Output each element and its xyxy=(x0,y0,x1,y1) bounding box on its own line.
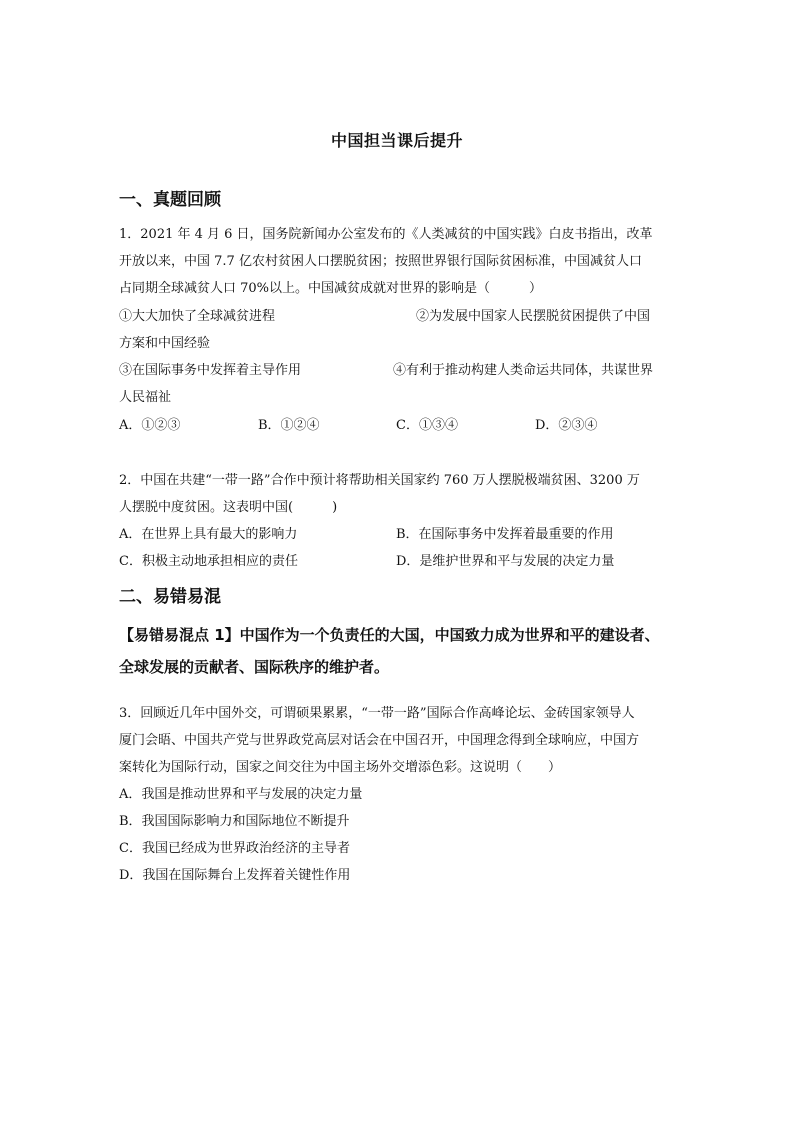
key-point-line-1: 【易错易混点 1】中国作为一个负责任的大国，中国致力成为世界和平的建设者、 xyxy=(119,626,660,644)
section-heading-review: 一、真题回顾 xyxy=(119,190,221,210)
question-2-option-d: D．是维护世界和平与发展的决定力量 xyxy=(396,554,615,569)
statement-1: ①大大加快了全球减贫进程 xyxy=(119,309,276,324)
statement-4: ④有利于推动构建人类命运共同体，共谋世界 xyxy=(393,363,654,378)
question-1-line-1: 1．2021 年 4 月 6 日，国务院新闻办公室发布的《人类减贫的中国实践》白皮书指出，改革 xyxy=(119,227,653,242)
question-1-option-a: A．①②③ xyxy=(119,418,181,433)
question-3-line-3: 案转化为国际行动，国家之间交往为中国主场外交增添色彩。这说明（ ） xyxy=(119,760,562,775)
question-1-line-3: 占同期全球减贫人口 70%以上。中国减贫成就对世界的影响是（ ） xyxy=(119,281,543,296)
question-1-option-d: D．②③④ xyxy=(535,418,598,433)
question-1-line-2: 开放以来，中国 7.7 亿农村贫困人口摆脱贫困；按照世界银行国际贫困标准，中国减贫人口 xyxy=(119,254,642,269)
page-title: 中国担当课后提升 xyxy=(330,131,463,150)
question-1-option-b: B．①②④ xyxy=(258,418,320,433)
question-2-option-c: C．积极主动地承担相应的责任 xyxy=(119,554,298,569)
question-3-option-c: C．我国已经成为世界政治经济的主导者 xyxy=(119,841,350,856)
section-heading-mistakes: 二、易错易混 xyxy=(119,587,221,607)
question-3-option-d: D．我国在国际舞台上发挥着关键性作用 xyxy=(119,868,351,883)
key-point-line-2: 全球发展的贡献者、国际秩序的维护者。 xyxy=(119,658,390,676)
question-1-option-c: C．①③④ xyxy=(396,418,458,433)
statement-2-continued: 方案和中国经验 xyxy=(119,336,211,351)
question-3-line-1: 3．回顾近几年中国外交，可谓硕果累累，“一带一路”国际合作高峰论坛、金砖国家领导人 xyxy=(119,706,635,721)
question-2-option-b: B．在国际事务中发挥着最重要的作用 xyxy=(396,527,614,542)
question-3-line-2: 厦门会晤、中国共产党与世界政党高层对话会在中国召开，中国理念得到全球响应，中国方 xyxy=(119,733,640,748)
question-3-option-b: B．我国国际影响力和国际地位不断提升 xyxy=(119,814,350,829)
question-2-line-1: 2．中国在共建“一带一路”合作中预计将帮助相关国家约 760 万人摆脱极端贫困、3200 万 xyxy=(119,473,640,488)
statement-4-continued: 人民福祉 xyxy=(119,390,172,405)
statement-2: ②为发展中国家人民摆脱贫困提供了中国 xyxy=(416,309,651,324)
question-2-line-2: 人摆脱中度贫困。这表明中国( ) xyxy=(119,500,338,515)
statement-3: ③在国际事务中发挥着主导作用 xyxy=(119,363,302,378)
question-2-option-a: A．在世界上具有最大的影响力 xyxy=(119,527,298,542)
question-3-option-a: A．我国是推动世界和平与发展的决定力量 xyxy=(119,787,363,802)
